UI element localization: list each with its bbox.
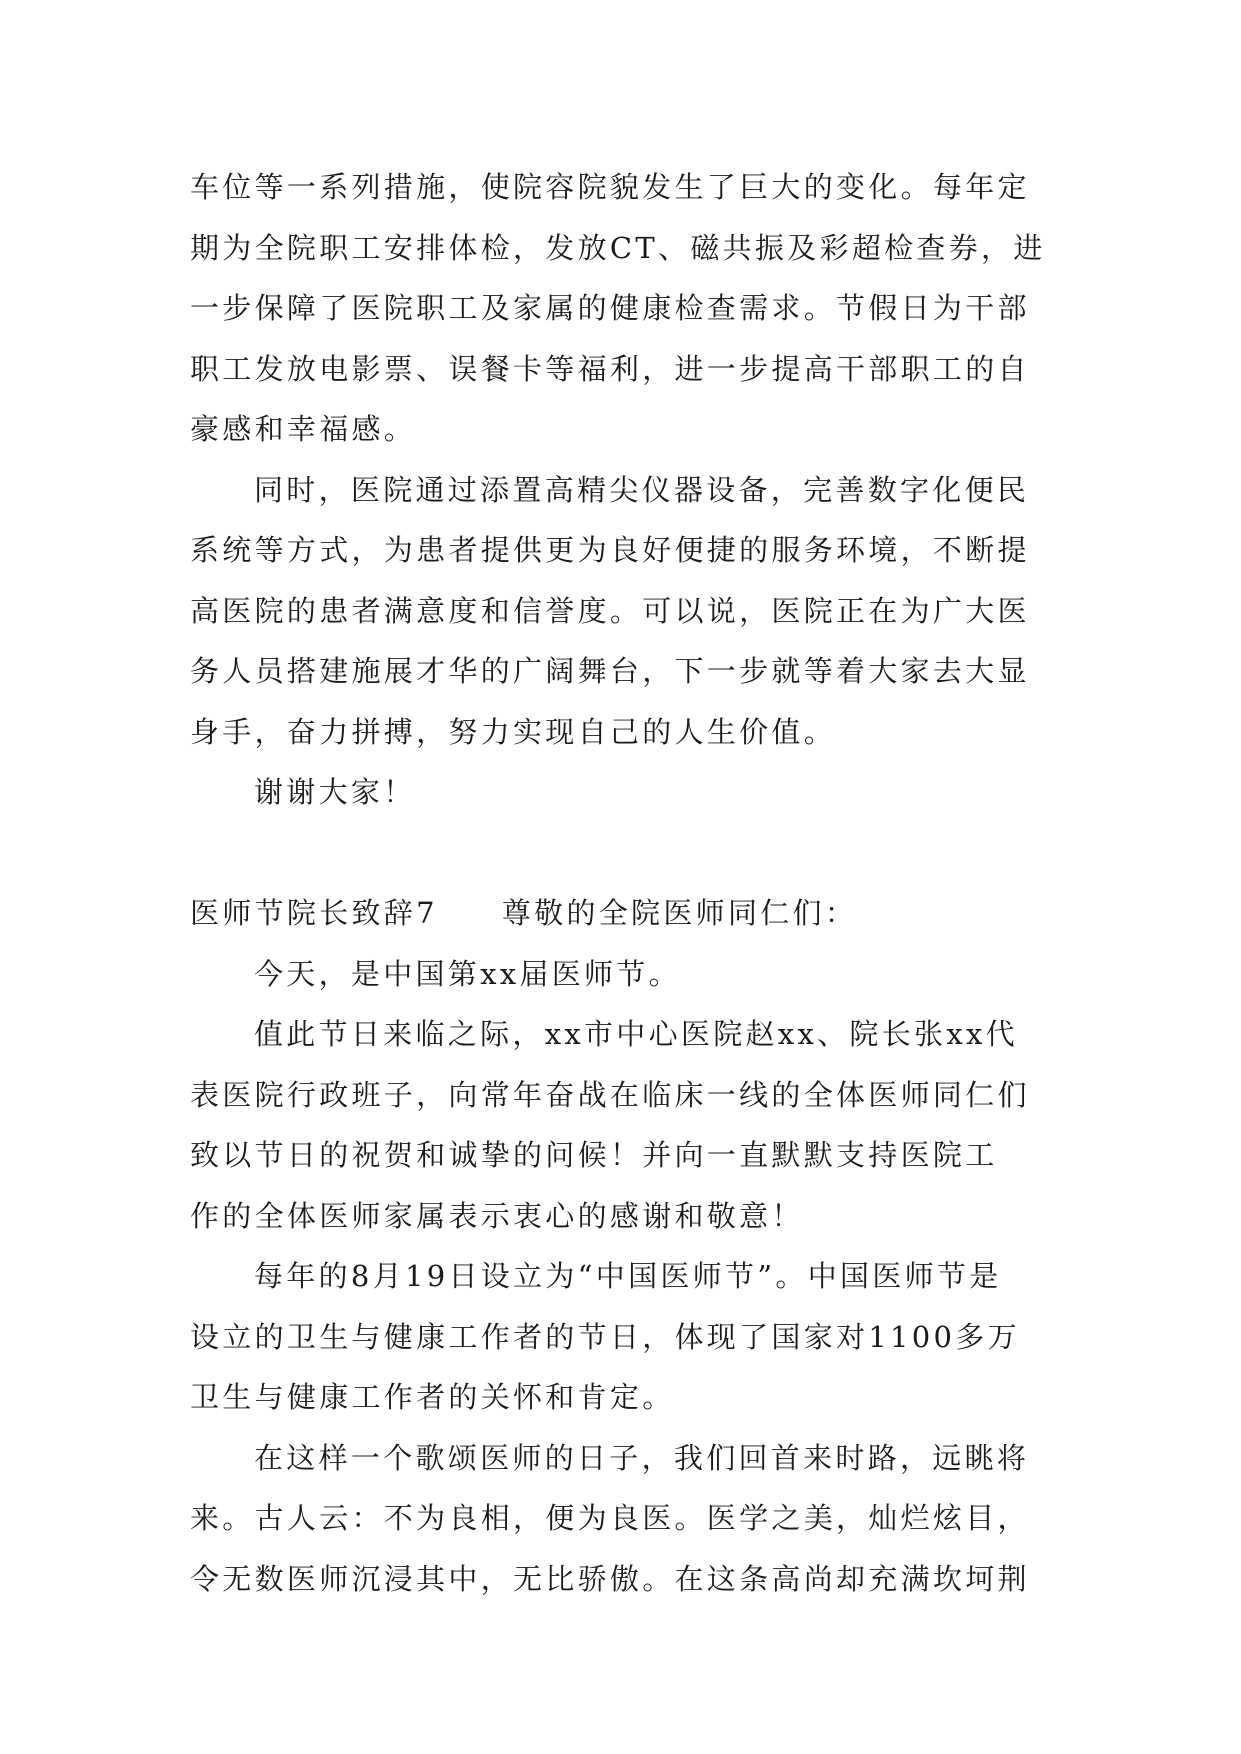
paragraph-line: 车位等一系列措施，使院容院貌发生了巨大的变化。每年定 — [190, 170, 1030, 204]
paragraph-line: 设立的卫生与健康工作者的节日，体现了国家对1100多万 — [190, 1319, 1020, 1354]
paragraph-line: 期为全院职工安排体检，发放CT、磁共振及彩超检查券，进 — [190, 230, 1046, 265]
paragraph-line: 作的全体医师家属表示衷心的感谢和敬意！ — [190, 1198, 804, 1233]
paragraph-line: 来。古人云：不为良相，便为良医。医学之美，灿烂炫目， — [190, 1501, 1030, 1535]
thanks-line: 谢谢大家！ — [254, 775, 416, 809]
paragraph-line: 身手，奋力拼搏，努力实现自己的人生价值。 — [190, 714, 837, 749]
paragraph-line: 每年的8月19日设立为“中国医师节”。中国医师节是 — [254, 1259, 1002, 1293]
paragraph-line: 卫生与健康工作者的关怀和肯定。 — [190, 1380, 675, 1414]
paragraph-line: 在这样一个歌颂医师的日子，我们回首来时路，远眺将 — [254, 1440, 1030, 1475]
paragraph-line: 今天，是中国第xx届医师节。 — [254, 956, 681, 991]
heading-greeting: 尊敬的全院医师同仁们： — [501, 896, 858, 930]
document-body — [190, 157, 1050, 1609]
paragraph-line: 令无数医师沉浸其中，无比骄傲。在这条高尚却充满坎坷荆 — [190, 1561, 1030, 1596]
section-heading — [190, 883, 1050, 944]
paragraph-line: 同时，医院通过添置高精尖仪器设备，完善数字化便民 — [254, 472, 1030, 507]
paragraph-line: 职工发放电影票、误餐卡等福利，进一步提高干部职工的自 — [190, 351, 1030, 386]
paragraph-line: 高医院的患者满意度和信誉度。可以说，医院正在为广大医 — [190, 593, 1030, 628]
heading-title: 医师节院长致辞7 — [190, 896, 438, 930]
blank-line — [190, 823, 1050, 884]
paragraph-line: 致以节日的祝贺和诚挚的问候！并向一直默默支持医院工 — [190, 1138, 998, 1172]
paragraph-line: 一步保障了医院职工及家属的健康检查需求。节假日为干部 — [190, 291, 1030, 325]
paragraph-line: 豪感和幸福感。 — [190, 412, 417, 446]
paragraph-line: 值此节日来临之际，xx市中心医院赵xx、院长张xx代 — [254, 1017, 1018, 1051]
paragraph-line: 表医院行政班子，向常年奋战在临床一线的全体医师同仁们 — [190, 1077, 1030, 1112]
paragraph-line: 务人员搭建施展才华的广阔舞台，下一步就等着大家去大显 — [190, 654, 1030, 688]
paragraph-line: 系统等方式，为患者提供更为良好便捷的服务环境，不断提 — [190, 533, 1030, 567]
